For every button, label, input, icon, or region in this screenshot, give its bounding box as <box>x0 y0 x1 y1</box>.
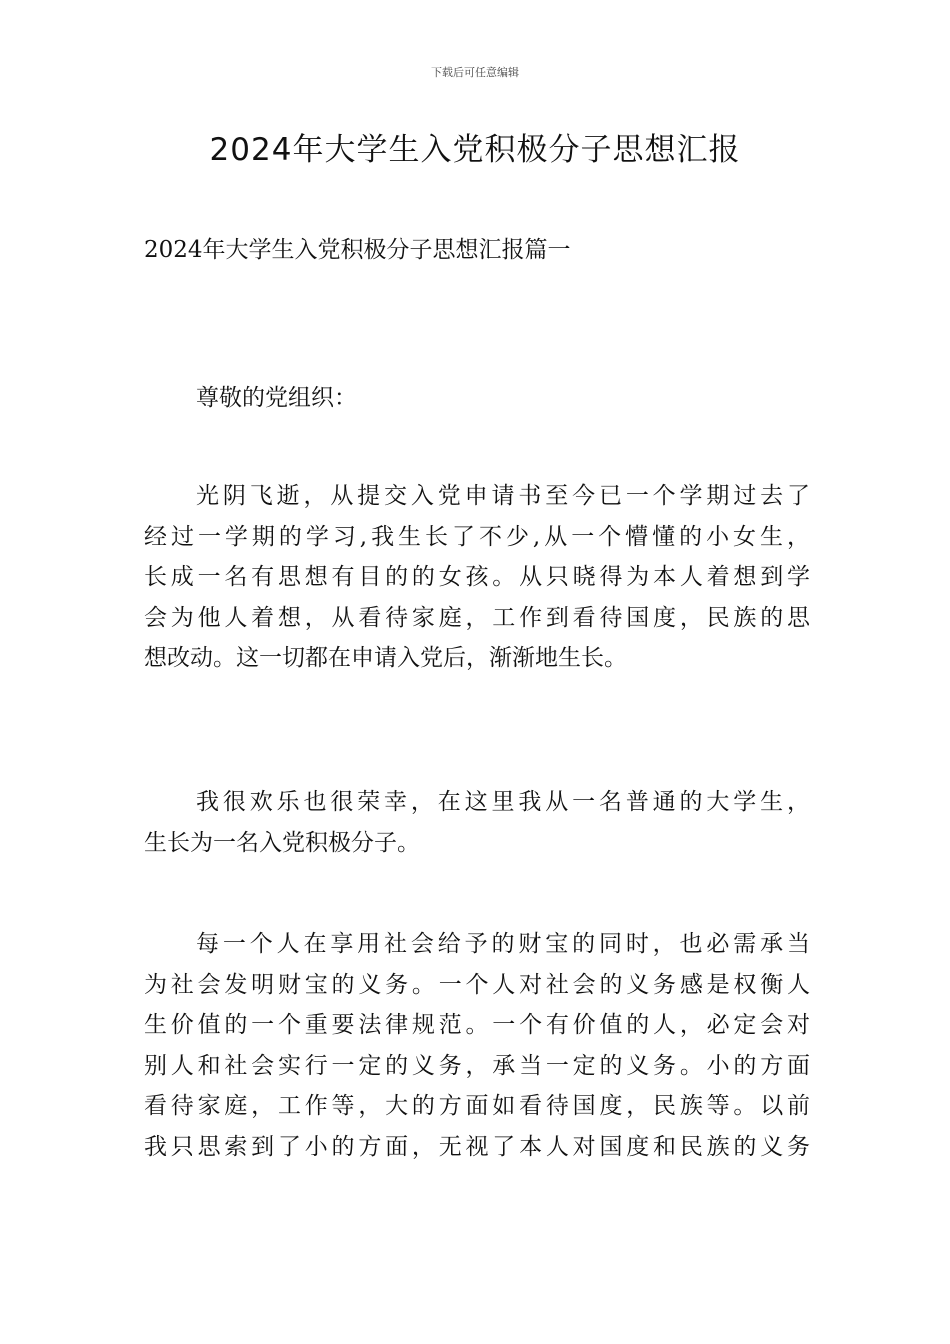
paragraph-line: 生价值的一个重要法律规范。一个有价值的人，必定会对 <box>144 1012 810 1038</box>
paragraph-line: 光阴飞逝，从提交入党申请书至今已一个学期过去了 <box>196 483 810 509</box>
header-note: 下载后可任意编辑 <box>431 66 519 79</box>
paragraph-line: 我很欢乐也很荣幸，在这里我从一名普通的大学生， <box>196 789 810 815</box>
document-title: 2024年大学生入党积极分子思想汇报 <box>209 132 741 168</box>
paragraph-line: 别人和社会实行一定的义务，承当一定的义务。小的方面 <box>144 1052 810 1079</box>
paragraph-3 <box>144 924 810 1167</box>
paragraph-line: 我只思索到了小的方面，无视了本人对国度和民族的义务 <box>144 1133 810 1160</box>
salutation: 尊敬的党组织： <box>196 385 357 411</box>
paragraph-line: 经过一学期的学习,我生长了不少,从一个懵懂的小女生， <box>144 523 810 550</box>
paragraph-2 <box>144 782 810 863</box>
paragraph-line: 想改动。这一切都在申请入党后，渐渐地生长。 <box>144 645 627 671</box>
paragraph-line: 长成一名有思想有目的的女孩。从只晓得为本人着想到学 <box>144 564 810 590</box>
paragraph-line: 生长为一名入党积极分子。 <box>144 829 420 856</box>
paragraph-line: 每一个人在享用社会给予的财宝的同时，也必需承当 <box>196 931 810 957</box>
paragraph-1 <box>144 476 810 679</box>
paragraph-line: 为社会发明财宝的义务。一个人对社会的义务感是权衡人 <box>144 971 810 998</box>
paragraph-line: 会为他人着想，从看待家庭，工作到看待国度，民族的思 <box>144 604 810 631</box>
section-subtitle: 2024年大学生入党积极分子思想汇报篇一 <box>144 237 571 263</box>
paragraph-line: 看待家庭，工作等，大的方面如看待国度，民族等。以前 <box>144 1093 810 1119</box>
